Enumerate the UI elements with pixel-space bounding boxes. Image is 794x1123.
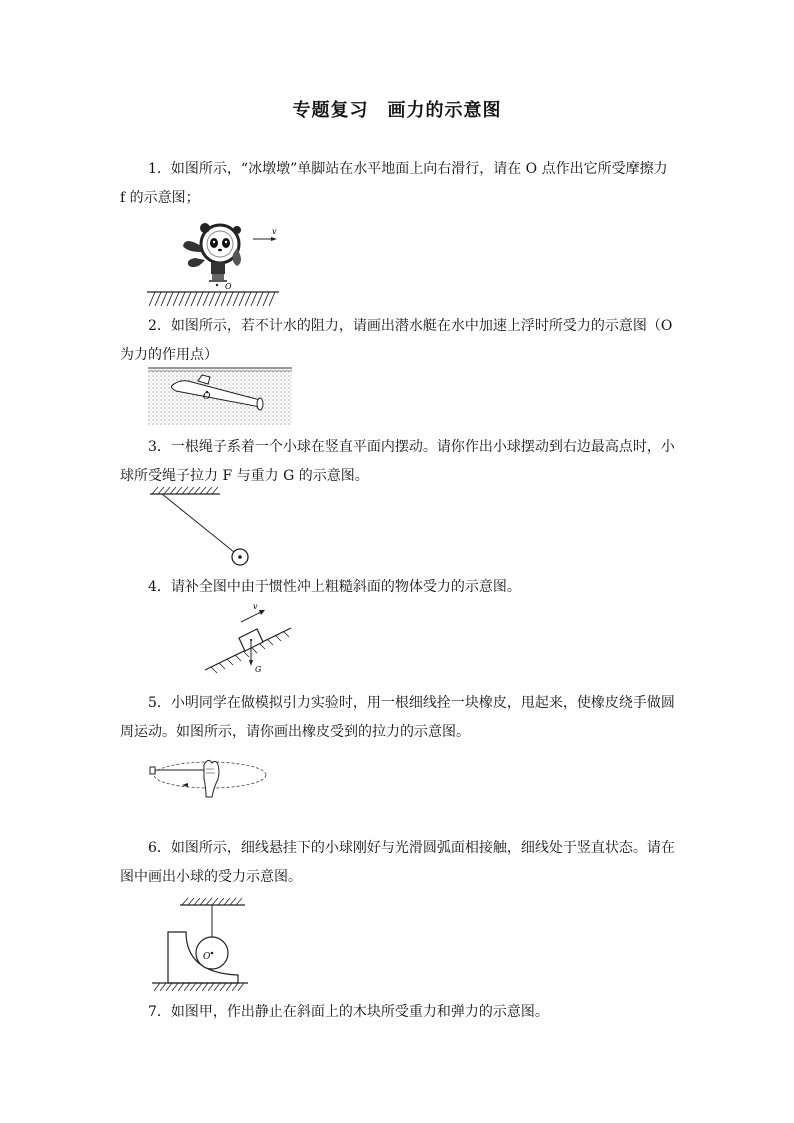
question-2 [120,312,676,370]
question-1 [120,155,676,213]
point-o-label: O [203,952,211,962]
velocity-label: v [272,227,277,236]
question-5-text: 5．小明同学在做模拟引力实验时，用一根细线拴一块橡皮，甩起来，使橡皮绕手做圆周运动。如图所示，请你画出橡皮受到的拉力的示意图。 [120,695,675,740]
question-2-text: 2．如图所示，若不计水的阻力，请画出潜水艇在水中加速上浮时所受力的示意图（O 为力的作用点） [120,318,673,363]
question-7 [120,998,676,1027]
figure-4-incline [205,600,295,680]
question-6 [120,834,676,892]
question-3-text: 3．一根绳子系着一个小球在竖直平面内摆动。请你作出小球摆动到右边最高点时，小球所受绳子拉力 F 与重力 G 的示意图。 [120,439,675,484]
figure-3-pendulum [148,490,258,570]
question-7-text: 7．如图甲，作出静止在斜面上的木块所受重力和弹力的示意图。 [148,1004,549,1020]
figure-2-submarine [148,367,292,425]
point-o-label: O [203,392,211,402]
figure-1-bingdwendwen [145,222,285,310]
figure-5-circular-motion [148,757,270,807]
page-title: 专题复习 画力的示意图 [292,100,502,121]
question-1-text: 1．如图所示，“冰墩墩”单脚站在水平地面上向右滑行，请在 O 点作出它所受摩擦力 f 的示意图； [120,161,668,206]
velocity-label: v [253,602,258,611]
question-6-text: 6．如图所示，细线悬挂下的小球刚好与光滑圆弧面相接触，细线处于竖直状态。请在图中画出小球的受力示意图。 [120,840,675,885]
question-5 [120,689,676,747]
question-4 [120,573,676,602]
figure-6-ball-on-arc [150,895,250,995]
question-3 [120,433,676,491]
point-o-label: O [225,282,232,291]
gravity-label: G [255,665,262,674]
question-4-text: 4．请补全图中由于惯性冲上粗糙斜面的物体受力的示意图。 [148,579,521,595]
